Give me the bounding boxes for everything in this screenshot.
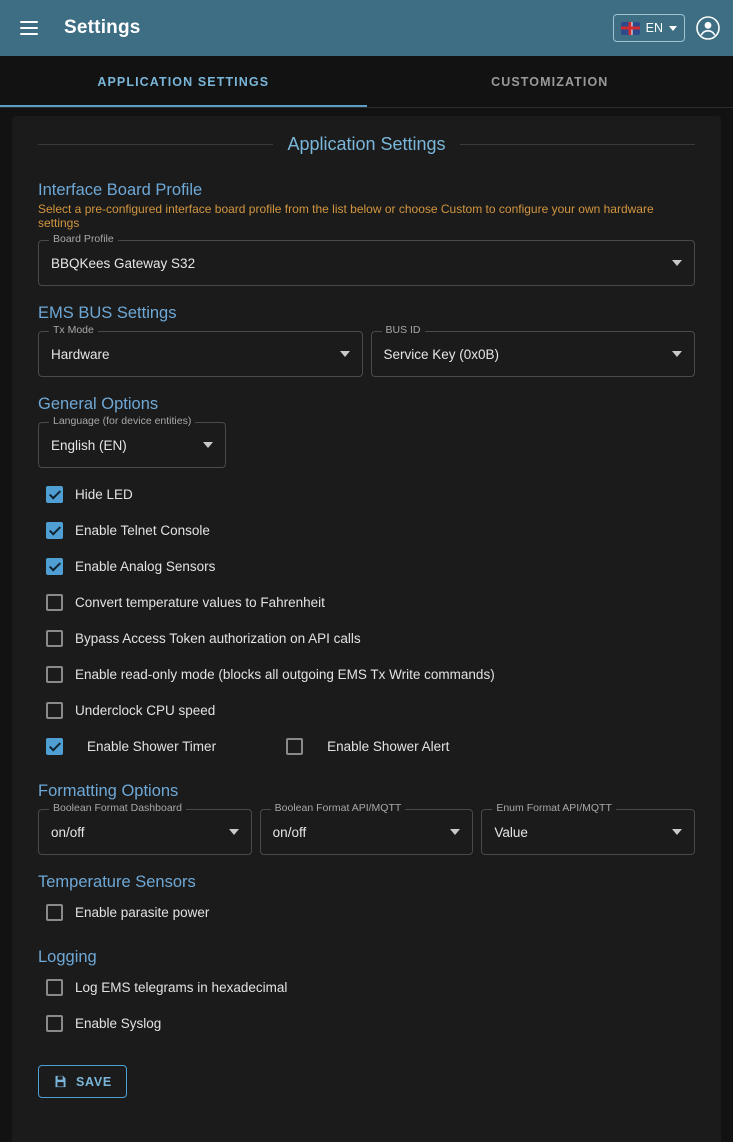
checkbox-label-log-ems-telegrams-hex: Log EMS telegrams in hexadecimal: [75, 979, 288, 995]
page-title: Application Settings: [287, 134, 446, 154]
enum-format-api-mqtt-value: Value: [494, 824, 528, 840]
checkbox-label-enable-syslog: Enable Syslog: [75, 1015, 162, 1031]
bus-id-legend: BUS ID: [382, 325, 425, 336]
language-code-label: EN: [645, 21, 663, 35]
formatting-fields-row: [38, 802, 695, 855]
divider-right: [460, 144, 695, 145]
checkbox-read-only-mode[interactable]: [46, 666, 63, 683]
checkbox-row-hide-led[interactable]: [38, 476, 695, 512]
tab-customization[interactable]: [367, 56, 733, 107]
checkbox-label-enable-shower-timer: Enable Shower Timer: [87, 738, 217, 754]
checkbox-label-enable-telnet-console: Enable Telnet Console: [75, 522, 210, 538]
boolean-format-dashboard-legend: Boolean Format Dashboard: [49, 803, 186, 814]
checkbox-label-hide-led: Hide LED: [75, 486, 133, 502]
enum-format-api-mqtt-legend: Enum Format API/MQTT: [492, 803, 616, 814]
checkbox-label-convert-to-fahrenheit: Convert temperature values to Fahrenheit: [75, 594, 325, 610]
bus-id-select[interactable]: [371, 324, 696, 377]
section-formatting-options: [38, 782, 695, 855]
checkbox-row-bypass-access-token[interactable]: [38, 620, 695, 656]
ems-bus-fields-row: [38, 324, 695, 377]
save-disk-icon: [53, 1074, 68, 1089]
checkbox-enable-shower-alert[interactable]: [286, 738, 303, 755]
checkbox-hide-led[interactable]: [46, 486, 63, 503]
app-bar-title: Settings: [64, 17, 141, 38]
chevron-down-icon: [450, 829, 460, 835]
tab-bar: [0, 56, 733, 108]
language-legend: Language (for device entities): [49, 416, 195, 427]
tab-application-settings[interactable]: [0, 56, 367, 107]
checkbox-row-underclock-cpu[interactable]: [38, 692, 695, 728]
checkbox-log-ems-telegrams-hex[interactable]: [46, 979, 63, 996]
section-title-formatting-options: Formatting Options: [38, 782, 179, 800]
settings-panel: [12, 116, 721, 1142]
account-circle-icon[interactable]: [695, 15, 721, 41]
language-select[interactable]: [38, 415, 226, 468]
chevron-down-icon: [340, 351, 350, 357]
boolean-format-api-mqtt-select[interactable]: [260, 802, 474, 855]
tab-application-settings-label: APPLICATION SETTINGS: [97, 74, 270, 89]
section-interface-board-profile: [38, 181, 695, 286]
flag-gb-icon: [621, 22, 640, 35]
hamburger-menu-icon[interactable]: [12, 11, 46, 45]
boolean-format-dashboard-value: on/off: [51, 824, 85, 840]
boolean-format-dashboard-select[interactable]: [38, 802, 252, 855]
save-button[interactable]: [38, 1065, 127, 1098]
checkbox-enable-analog-sensors[interactable]: [46, 558, 63, 575]
checkbox-row-read-only-mode[interactable]: [38, 656, 695, 692]
boolean-format-api-mqtt-value: on/off: [272, 824, 307, 840]
checkbox-underclock-cpu[interactable]: [46, 702, 63, 719]
chevron-down-icon: [203, 442, 213, 448]
checkbox-enable-parasite-power[interactable]: [46, 904, 63, 921]
chevron-down-icon: [672, 351, 682, 357]
checkbox-enable-telnet-console[interactable]: [46, 522, 63, 539]
checkbox-row-shower: [38, 728, 695, 764]
divider-left: [38, 144, 273, 145]
checkbox-label-underclock-cpu: Underclock CPU speed: [75, 702, 216, 718]
section-title-interface-board-profile: Interface Board Profile: [38, 181, 203, 199]
enum-format-api-mqtt-select[interactable]: [481, 802, 695, 855]
save-button-label: SAVE: [76, 1074, 112, 1089]
board-profile-value: BBQKees Gateway S32: [51, 255, 196, 271]
checkbox-label-read-only-mode: Enable read-only mode (blocks all outgoing EMS Tx Write commands): [75, 666, 495, 682]
checkbox-convert-to-fahrenheit[interactable]: [46, 594, 63, 611]
tx-mode-value: Hardware: [51, 346, 110, 362]
chevron-down-icon: [229, 829, 239, 835]
checkbox-label-enable-analog-sensors: Enable Analog Sensors: [75, 558, 216, 574]
checkbox-enable-syslog[interactable]: [46, 1015, 63, 1032]
tx-mode-legend: Tx Mode: [49, 325, 98, 336]
checkbox-row-parasite-power[interactable]: [38, 894, 695, 930]
section-logging: [38, 948, 695, 1041]
section-title-ems-bus-settings: EMS BUS Settings: [38, 304, 177, 322]
section-title-temperature-sensors: Temperature Sensors: [38, 873, 196, 891]
checkbox-enable-shower-timer[interactable]: [46, 738, 63, 755]
checkbox-row-enable-analog-sensors[interactable]: [38, 548, 695, 584]
section-temperature-sensors: [38, 873, 695, 930]
tx-mode-select[interactable]: [38, 324, 363, 377]
board-profile-legend: Board Profile: [49, 234, 118, 245]
chevron-down-icon: [669, 26, 677, 31]
checkbox-label-bypass-access-token: Bypass Access Token authorization on API calls: [75, 630, 361, 646]
checkbox-bypass-access-token[interactable]: [46, 630, 63, 647]
boolean-format-api-mqtt-legend: Boolean Format API/MQTT: [271, 803, 406, 814]
tab-customization-label: CUSTOMIZATION: [491, 74, 609, 89]
chevron-down-icon: [672, 829, 682, 835]
section-title-general-options: General Options: [38, 395, 159, 413]
chevron-down-icon: [672, 260, 682, 266]
section-title-logging: Logging: [38, 948, 97, 966]
checkbox-label-enable-shower-alert: Enable Shower Alert: [327, 738, 450, 754]
checkbox-row-log-ems-hex[interactable]: [38, 969, 695, 1005]
bus-id-value: Service Key (0x0B): [383, 346, 500, 362]
section-description-interface-board-profile: Select a pre-configured interface board profile from the list below or choose Custom to configure your own hardware settings: [38, 202, 654, 230]
page-title-row: [38, 134, 695, 155]
app-bar: [0, 0, 733, 56]
checkbox-row-enable-telnet-console[interactable]: [38, 512, 695, 548]
board-profile-select[interactable]: [38, 233, 695, 286]
app-bar-actions: [613, 14, 721, 42]
section-general-options: [38, 395, 695, 764]
language-value: English (EN): [51, 437, 127, 453]
checkbox-label-enable-parasite-power: Enable parasite power: [75, 904, 210, 920]
checkbox-row-enable-syslog[interactable]: [38, 1005, 695, 1041]
language-selector-button[interactable]: [613, 14, 685, 42]
section-ems-bus-settings: [38, 304, 695, 377]
checkbox-row-convert-to-fahrenheit[interactable]: [38, 584, 695, 620]
